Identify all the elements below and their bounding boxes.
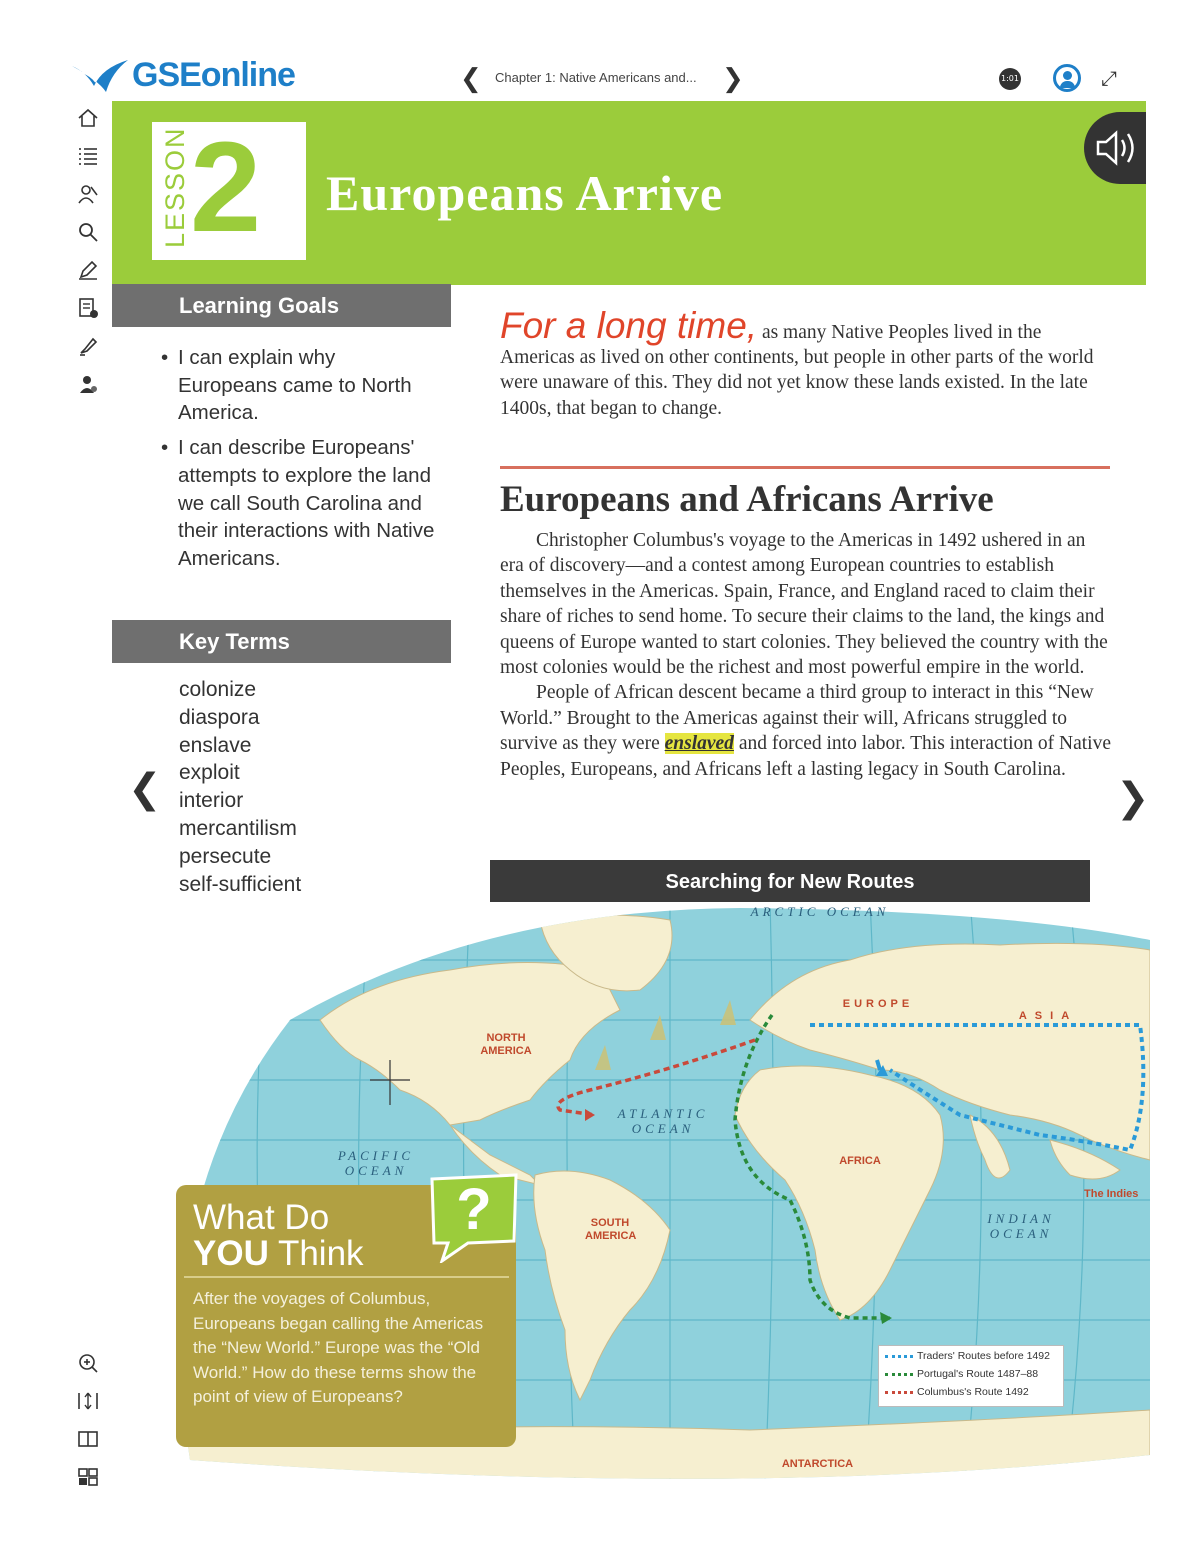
label-indies: The Indies — [1084, 1188, 1139, 1200]
two-page-icon[interactable] — [72, 1423, 104, 1455]
learning-goals-heading: Learning Goals — [112, 284, 451, 327]
body-paragraph: People of African descent became a third group to interact in this “New World.” Brought to the Americas against their will, Africans struggled to survive as they were enslaved and forced into labor. This interaction of Native Peoples, Europeans, and Africans left a lasting legacy in South Carolina. — [500, 682, 1112, 780]
highlighter-icon[interactable] — [72, 330, 104, 362]
lesson-title: Europeans Arrive — [326, 165, 724, 221]
label-europe: EUROPE — [842, 998, 914, 1010]
map-legend — [878, 1345, 1064, 1407]
learning-goal-item: • I can describe Europeans' attempts to explore the land we call South Carolina and their interactions with Native Americans. — [161, 436, 435, 570]
zoom-in-icon[interactable] — [72, 1347, 104, 1379]
intro-paragraph — [500, 305, 1110, 421]
timer-badge[interactable]: 1:01 — [999, 68, 1021, 90]
home-icon[interactable] — [72, 102, 104, 134]
wdyt-divider — [184, 1276, 509, 1278]
question-mark-icon — [428, 1173, 520, 1263]
learning-goals-list — [158, 344, 438, 580]
wdyt-question: After the voyages of Columbus, Europeans began calling the Americas the “New World.” Europe was the “Old World.” How do these terms show the point of view of Europeans? — [193, 1289, 484, 1406]
key-term[interactable]: persecute — [179, 844, 272, 868]
key-term[interactable]: self-sufficient — [179, 872, 302, 896]
search-icon[interactable] — [72, 216, 104, 248]
intro-lead: For a long time, — [500, 305, 758, 346]
read-aloud-button[interactable] — [1084, 112, 1146, 184]
lesson-number: 2 — [190, 116, 262, 259]
table-of-contents-icon[interactable] — [72, 140, 104, 172]
label-antarctica: ANTARCTICA — [781, 1458, 854, 1470]
top-toolbar — [995, 62, 1135, 98]
student-tools-icon[interactable] — [72, 178, 104, 210]
map-title: Searching for New Routes — [490, 860, 1090, 902]
glossary-term-enslaved[interactable]: enslaved — [664, 733, 734, 755]
section-body — [500, 528, 1112, 782]
key-term[interactable]: interior — [179, 789, 244, 813]
key-term[interactable]: mercantilism — [179, 816, 297, 840]
teacher-icon[interactable] — [72, 368, 104, 400]
key-term[interactable]: exploit — [179, 761, 240, 785]
legend-columbus: Columbus's Route 1492 — [885, 1386, 1029, 1398]
next-chapter-icon[interactable]: ❯ — [722, 64, 744, 94]
key-terms-list — [179, 676, 439, 898]
side-toolbar — [72, 100, 106, 400]
previous-page-button[interactable]: ❮ — [128, 766, 162, 812]
next-page-button[interactable]: ❯ — [1116, 775, 1150, 821]
lesson-label: LESSON — [160, 126, 190, 248]
legend-traders: Traders' Routes before 1492 — [885, 1350, 1050, 1362]
label-atlantic-ocean: ATLANTIC OCEAN — [617, 1106, 709, 1136]
fullscreen-icon[interactable]: ⤢ — [1101, 66, 1117, 90]
chapter-title[interactable]: Chapter 1: Native Americans and... — [495, 70, 697, 85]
label-africa: AFRICA — [839, 1155, 881, 1167]
key-term[interactable]: enslave — [179, 733, 252, 757]
brand-logo[interactable] — [72, 54, 295, 100]
label-pacific-ocean: PACIFIC OCEAN — [337, 1148, 415, 1178]
side-toolbar-bottom — [72, 1345, 106, 1505]
legend-portugal: Portugal's Route 1487–88 — [885, 1368, 1038, 1380]
intro-text: as many Native Peoples lived in the Americas as lived on other continents, but people in other parts of the world were unaware of this. They did not yet know these lands existed. In the late 1400s, that began to change. — [500, 322, 1094, 419]
chapter-nav — [460, 64, 750, 96]
fit-page-icon[interactable] — [72, 1385, 104, 1417]
section-title: Europeans and Africans Arrive — [500, 479, 994, 520]
label-indian-ocean: INDIAN OCEAN — [987, 1211, 1055, 1241]
speaker-icon — [1084, 112, 1146, 184]
user-account-icon[interactable] — [1053, 64, 1081, 92]
bird-logo-icon — [72, 58, 130, 94]
notes-icon[interactable] — [72, 292, 104, 324]
key-term[interactable]: colonize — [179, 678, 257, 701]
prev-chapter-icon[interactable]: ❮ — [460, 64, 482, 94]
label-south-america: SOUTH AMERICA — [585, 1217, 637, 1242]
label-asia: ASIA — [1018, 1010, 1078, 1022]
annotate-icon[interactable] — [72, 254, 104, 286]
label-arctic-ocean: ARCTIC OCEAN — [750, 904, 890, 919]
thumbnails-icon[interactable] — [72, 1461, 104, 1493]
wdyt-title-line2: YOU Think — [193, 1234, 364, 1273]
wdyt-title-line1: What Do — [193, 1198, 330, 1237]
brand-name: GSEonline — [132, 56, 295, 94]
learning-goal-item: • I can explain why Europeans came to North America. — [161, 346, 412, 425]
svg-text:?: ? — [456, 1177, 492, 1242]
body-paragraph: Christopher Columbus's voyage to the Americas in 1492 ushered in an era of discovery—and a contest among European countries to establish themselves in the Americas. Spain, France, and England raced to claim their share of riches to send home. To secure their claims to the land, the kings and queens of Europe wanted to start colonies. They believed the country with the most colonies would be the richest and most powerful empire in the world. — [500, 530, 1108, 679]
label-north-america: NORTH AMERICA — [480, 1032, 532, 1057]
key-term[interactable]: diaspora — [179, 705, 260, 729]
key-terms-heading: Key Terms — [112, 620, 451, 663]
section-divider — [500, 466, 1110, 469]
